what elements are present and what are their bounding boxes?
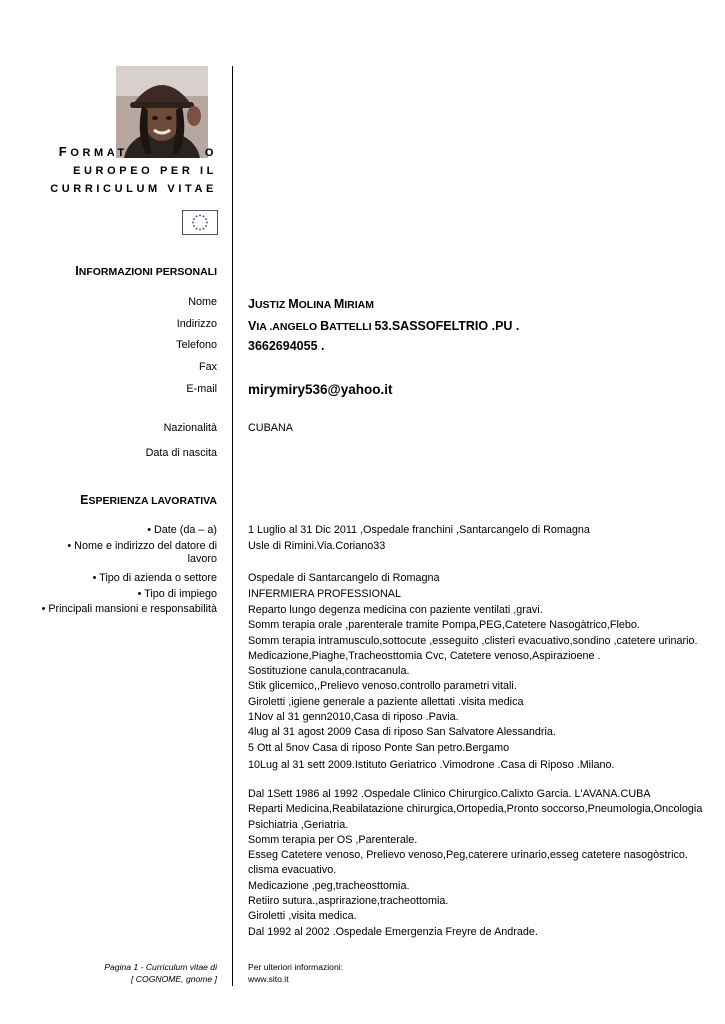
- duties-block-2: [248, 787, 702, 940]
- eu-flag-icon: [182, 210, 218, 235]
- duty-line: Retiiro sutura.,asprirazione,tracheottomia.: [248, 895, 449, 908]
- footer-right: [248, 961, 343, 985]
- duty-line: Giroletti ,visita medica.: [248, 910, 357, 923]
- name-part: IRIAM: [344, 299, 374, 311]
- duty-line: Psichiatria ,Geriatria.: [248, 818, 349, 831]
- address-part: B: [320, 319, 330, 333]
- column-divider: [232, 66, 233, 986]
- address-part: ATTELLI: [329, 321, 375, 333]
- duty-line: Somm terapia intramusculo,sottocute ,esseguito ,clisteri evacuativo,sondino ,catetere urinario.: [248, 634, 698, 647]
- duty-line: Somm terapia per OS ,Parenterale.: [248, 833, 418, 846]
- duty-line: Medicazione,Piaghe,Tracheosttomia Cvc, Catetere venoso,Aspirazioene .: [248, 649, 601, 662]
- section-work-rest: SPERIENZA LAVORATIVA: [88, 495, 217, 507]
- duty-line: Dal 1Sett 1986 al 1992 .Ospedale Clinico Chirurgico.Calixto Garcia. L'AVANA.CUBA: [248, 788, 651, 800]
- name-part: J: [248, 297, 255, 311]
- name-part: M: [333, 297, 345, 311]
- value-phone: 3662694055 .: [248, 339, 325, 353]
- value-address: [248, 319, 519, 333]
- value-job-type: INFERMIERA PROFESSIONAL: [248, 588, 401, 600]
- duty-line: 1Nov al 31 genn2010,Casa di riposo .Pavia.: [248, 711, 459, 724]
- address-part: 53.SASSOFELTRIO .PU .: [374, 319, 520, 333]
- label-duties: • Principali mansioni e responsabilità: [41, 603, 217, 615]
- duty-line: Esseg Catetere venoso, Prelievo venoso,Peg,caterere urinario,esseg catetere nasogòstrico.: [248, 849, 688, 862]
- label-job-type: • Tipo di impiego: [137, 588, 217, 600]
- value-nationality: CUBANA: [248, 422, 293, 434]
- label-company-type: • Tipo di azienda o settore: [92, 572, 217, 584]
- duty-line: Giroletti ,igiene generale a paziente allettati .visita medica: [248, 695, 524, 708]
- label-phone: Telefono: [176, 339, 217, 351]
- title-line-2: EUROPEO PER IL: [73, 165, 217, 177]
- name-part: USTIZ: [254, 299, 289, 311]
- duty-line: Reparto lungo degenza medicina con paziente ventilati ,gravi.: [248, 604, 543, 616]
- duties-block-1: [248, 603, 698, 773]
- value-email[interactable]: mirymiry536@yahoo.it: [248, 382, 393, 397]
- address-part: V: [248, 319, 257, 333]
- label-employer: • Nome e indirizzo del datore di lavoro: [67, 540, 217, 565]
- duty-line: Reparti Medicina,Reabilatazione chirurgica,Ortopedia,Pronto soccorso,Pneumologia,Oncologia: [248, 803, 703, 816]
- section-personal-first: I: [75, 264, 79, 278]
- footer-info-label: Per ulteriori informazioni:: [248, 962, 344, 972]
- label-email: E-mail: [186, 383, 217, 395]
- duty-line: Dal 1992 al 2002 .Ospedale Emergenzia Freyre de Andrade.: [248, 925, 538, 938]
- footer-page-label: Pagina 1 - Curriculum vitae di: [104, 962, 217, 972]
- section-work-experience: [80, 493, 217, 507]
- duty-line: 5 Ott al 5nov Casa di riposo Ponte San petro.Bergamo: [248, 741, 510, 754]
- duty-line: 4lug al 31 agost 2009 Casa di riposo San Salvatore Alessandria.: [248, 726, 556, 739]
- name-part: OLINA: [298, 299, 334, 311]
- name-part: M: [288, 297, 299, 311]
- duty-line: Somm terapia orale ,parenterale tramite Pompa,PEG,Catetere Nasogàtrico,Flebo.: [248, 619, 640, 632]
- footer-name-placeholder: [ COGNOME, gnome ]: [131, 974, 217, 984]
- title-line-3: CURRICULUM VITAE: [50, 183, 217, 195]
- duty-line: clisma evacuativo.: [248, 864, 337, 877]
- title-line-1-end: O: [204, 147, 217, 159]
- duty-line: 10Lug al 31 sett 2009.Istituto Geriatrico .Vimodrone .Casa di Riposo .Milano.: [248, 758, 615, 771]
- section-work-first: E: [80, 493, 89, 507]
- section-personal-rest: NFORMAZIONI PERSONALI: [78, 266, 217, 278]
- value-company-type: Ospedale di Santarcangelo di Romagna: [248, 572, 440, 584]
- address-part: IA .ANGELO: [256, 321, 321, 333]
- duty-line: Stik glicemico,,Prelievo venoso.controllo parametri vitali.: [248, 680, 517, 693]
- label-dates: • Date (da – a): [147, 524, 217, 536]
- footer-website-link[interactable]: www.sito.it: [248, 974, 289, 984]
- duty-line: Sostituzione canula,contracanula.: [248, 665, 410, 678]
- section-personal-info: [75, 264, 217, 278]
- duty-line: Medicazione ,peg,tracheosttomia.: [248, 879, 410, 892]
- label-birthdate: Data di nascita: [145, 447, 217, 459]
- label-fax: Fax: [199, 361, 217, 373]
- title-line-1-text: ORMAT: [70, 147, 128, 159]
- title-line-1: [59, 144, 217, 159]
- label-nationality: Nazionalità: [163, 422, 217, 434]
- label-address: Indirizzo: [176, 318, 217, 330]
- footer-left: [104, 961, 217, 985]
- value-dates: 1 Luglio al 31 Dic 2011 ,Ospedale franchini ,Santarcangelo di Romagna: [248, 524, 590, 536]
- label-name: Nome: [188, 296, 217, 308]
- value-name: [248, 297, 374, 311]
- title-first-letter: F: [58, 144, 71, 159]
- value-employer: Usle di Rimini.Via.Coriano33: [248, 540, 386, 552]
